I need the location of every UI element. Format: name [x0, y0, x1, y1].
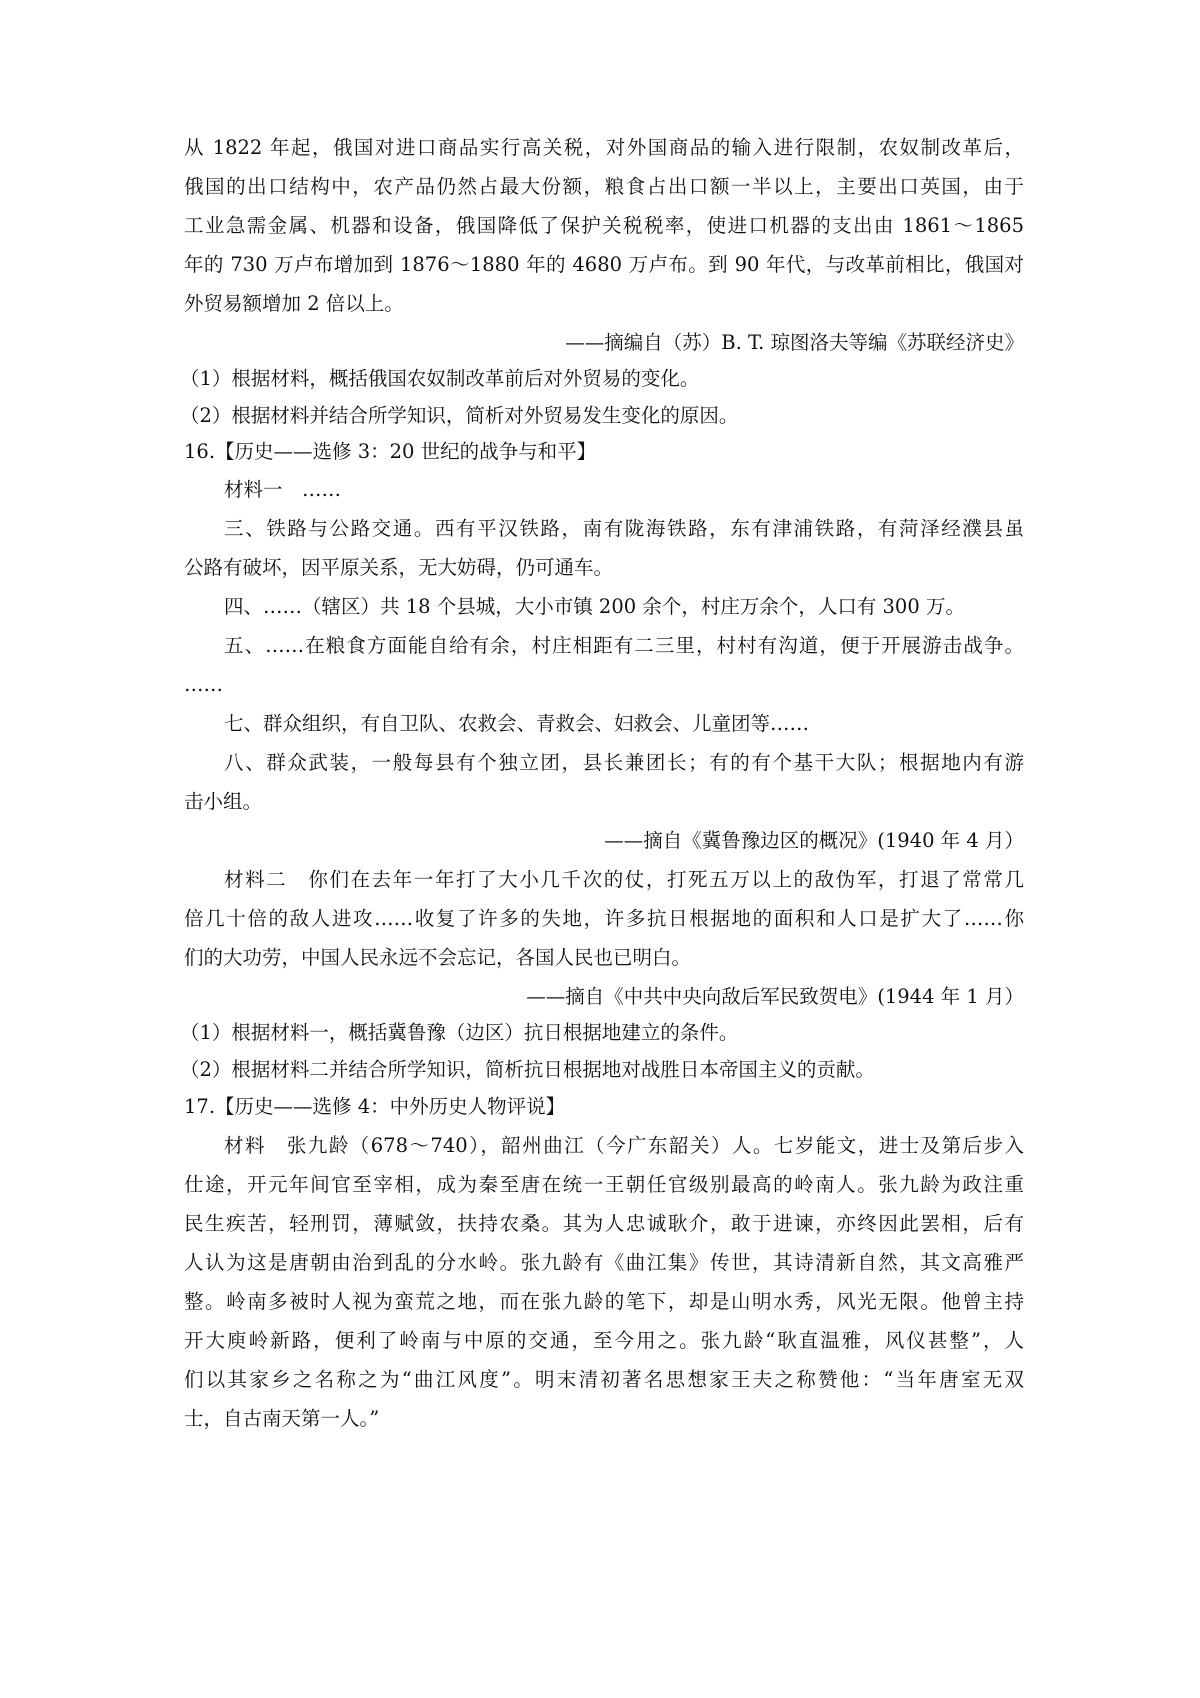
paragraph-line: 材料 张九龄（678～740），韶州曲江（今广东韶关）人。七岁能文，进士及第后步入 [224, 1134, 1024, 1157]
paragraph-line: 俄国的出口结构中，农产品仍然占最大份额，粮食占出口额一半以上，主要出口英国，由于 [184, 175, 1024, 198]
paragraph-line: 七、群众组织，有自卫队、农救会、青救会、妇救会、儿童团等…… [224, 712, 810, 735]
question-1: （1）根据材料，概括俄国农奴制改革前后对外贸易的变化。 [180, 367, 700, 390]
question-1: （1）根据材料一，概括冀鲁豫（边区）抗日根据地建立的条件。 [180, 1021, 739, 1044]
paragraph-line: 民生疾苦，轻刑罚，薄赋敛，扶持农桑。其为人忠诚耿介，敢于进谏，亦终因此罢相，后有 [184, 1212, 1024, 1235]
section-heading: 17.【历史——选修 4：中外历史人物评说】 [184, 1095, 566, 1118]
paragraph-line: 年的 730 万卢布增加到 1876～1880 年的 4680 万卢布。到 90 年代，与改革前相比，俄国对 [184, 253, 1024, 276]
source-citation: ——摘自《冀鲁豫边区的概况》(1940 年 4 月） [604, 829, 1024, 852]
question-2: （2）根据材料二并结合所学知识，简析抗日根据地对战胜日本帝国主义的贡献。 [180, 1058, 875, 1081]
paragraph-line: 士，自古南天第一人。” [184, 1407, 380, 1430]
paragraph-line: 材料二 你们在去年一年打了大小几千次的仗，打死五万以上的敌伪军，打退了常常几 [224, 868, 1024, 891]
paragraph-line: 外贸易额增加 2 倍以上。 [184, 292, 404, 315]
paragraph-line: 公路有破坏，因平原关系，无大妨碍，仍可通车。 [184, 556, 614, 579]
section-heading: 16.【历史——选修 3：20 世纪的战争与和平】 [184, 440, 597, 463]
paragraph-line: 工业急需金属、机器和设备，俄国降低了保护关税税率，使进口机器的支出由 1861～1865 [184, 214, 1024, 237]
paragraph-line: 整。岭南多被时人视为蛮荒之地，而在张九龄的笔下，却是山明水秀，风光无限。他曾主持 [184, 1290, 1024, 1313]
paragraph-line: 们的大功劳，中国人民永远不会忘记，各国人民也已明白。 [184, 946, 692, 969]
paragraph-line: 四、……（辖区）共 18 个县城，大小市镇 200 余个，村庄万余个，人口有 300 万。 [224, 595, 965, 618]
material-label: 材料一 …… [224, 478, 342, 501]
source-citation: ——摘编自（苏）B. T. 琼图洛夫等编《苏联经济史》 [565, 331, 1024, 354]
question-2: （2）根据材料并结合所学知识，简析对外贸易发生变化的原因。 [180, 404, 739, 427]
paragraph-line: 八、群众武装，一般每县有个独立团，县长兼团长；有的有个基干大队；根据地内有游 [224, 751, 1024, 774]
paragraph-line: 击小组。 [184, 790, 263, 813]
paragraph-line: 仕途，开元年间官至宰相，成为秦至唐在统一王朝任官级别最高的岭南人。张九龄为政注重 [184, 1173, 1024, 1196]
paragraph-line: 开大庾岭新路，便利了岭南与中原的交通，至今用之。张九龄“耿直温雅，风仪甚整”，人 [184, 1329, 1024, 1352]
paragraph-line: 人认为这是唐朝由治到乱的分水岭。张九龄有《曲江集》传世，其诗清新自然，其文高雅严 [184, 1251, 1024, 1274]
source-citation: ——摘自《中共中央向敌后军民致贺电》(1944 年 1 月） [526, 985, 1024, 1008]
paragraph-line: 五、……在粮食方面能自给有余，村庄相距有二三里，村村有沟道，便于开展游击战争。 [224, 634, 1024, 657]
paragraph-line: 们以其家乡之名称之为“曲江风度”。明末清初著名思想家王夫之称赞他：“当年唐室无双 [184, 1368, 1024, 1391]
paragraph-line: 三、铁路与公路交通。西有平汉铁路，南有陇海铁路，东有津浦铁路，有菏泽经濮县虽 [224, 517, 1024, 540]
paragraph-line: …… [184, 673, 223, 696]
paragraph-line: 倍几十倍的敌人进攻……收复了许多的失地，许多抗日根据地的面积和人口是扩大了……你 [184, 907, 1024, 930]
paragraph-line: 从 1822 年起，俄国对进口商品实行高关税，对外国商品的输入进行限制，农奴制改革后， [184, 136, 1024, 159]
